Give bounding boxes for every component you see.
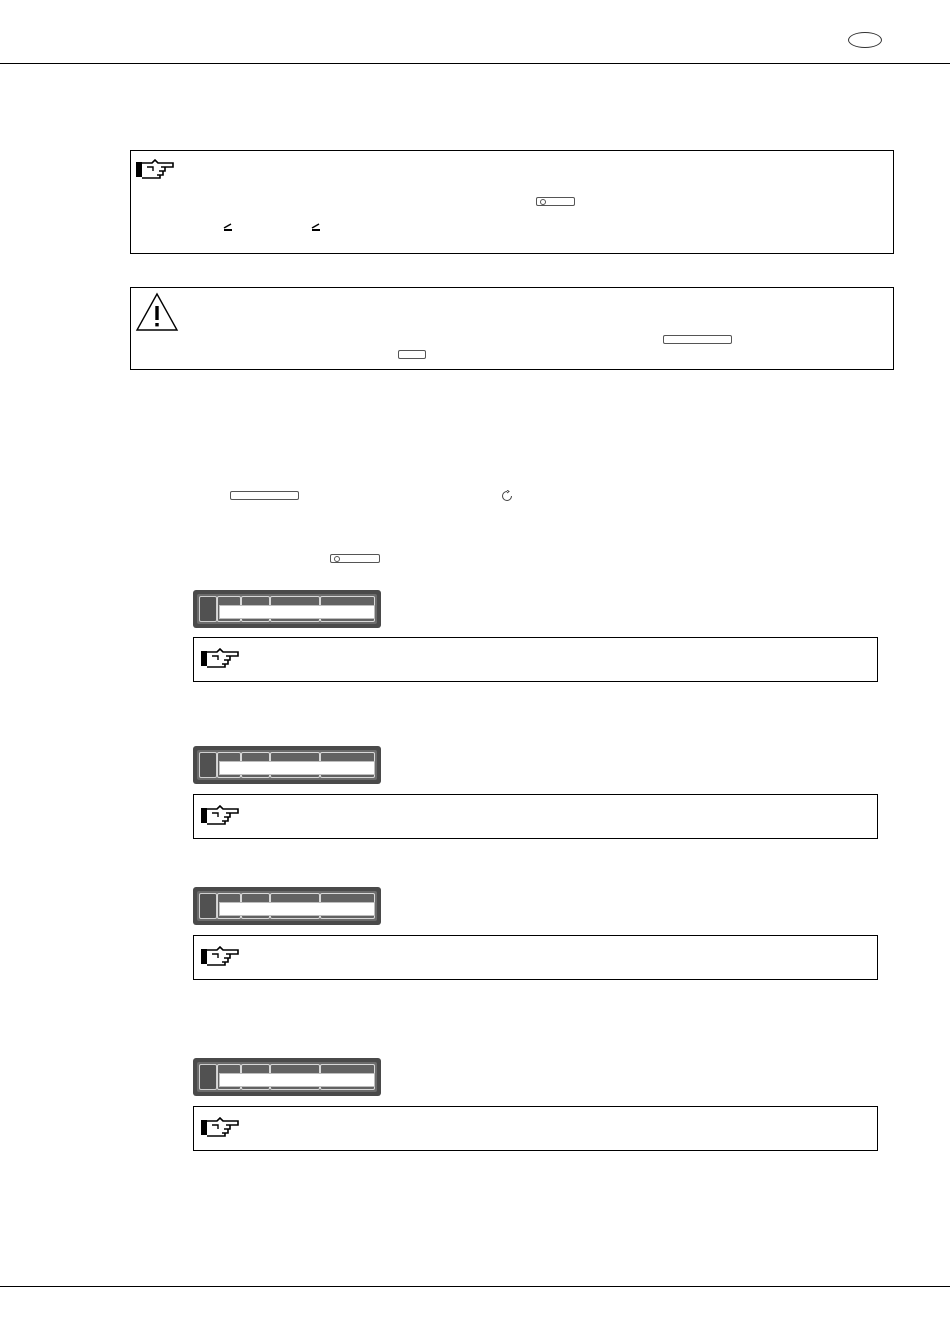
- lcd-display-1: [193, 590, 381, 628]
- key-button-icon: [536, 197, 575, 206]
- warning-triangle-icon: [135, 292, 179, 332]
- pointing-hand-icon: [200, 805, 240, 827]
- key-button-icon: [330, 554, 380, 563]
- header-rule: [0, 63, 950, 64]
- note-box-4: [193, 1106, 878, 1151]
- pointing-hand-icon: [200, 648, 240, 670]
- pointing-hand-icon: [200, 1117, 240, 1139]
- lcd-display-4: [193, 1058, 381, 1096]
- small-mark-icon: [223, 221, 233, 234]
- key-button-wide-icon: [663, 335, 732, 344]
- pointing-hand-icon: [200, 946, 240, 968]
- note-box-1: [193, 637, 878, 682]
- lcd-display-2: [193, 746, 381, 784]
- small-mark-icon: [311, 221, 321, 234]
- warning-box: [130, 287, 894, 370]
- note-box-2: [193, 794, 878, 839]
- rotate-icon: [501, 490, 513, 502]
- note-box-3: [193, 935, 878, 980]
- note-box-top: [130, 150, 894, 254]
- lcd-display-3: [193, 887, 381, 925]
- language-badge: [848, 32, 882, 48]
- footer-rule: [0, 1286, 950, 1287]
- pointing-hand-icon: [135, 159, 175, 181]
- key-button-small-icon: [398, 350, 426, 359]
- key-button-wide-icon: [230, 491, 299, 500]
